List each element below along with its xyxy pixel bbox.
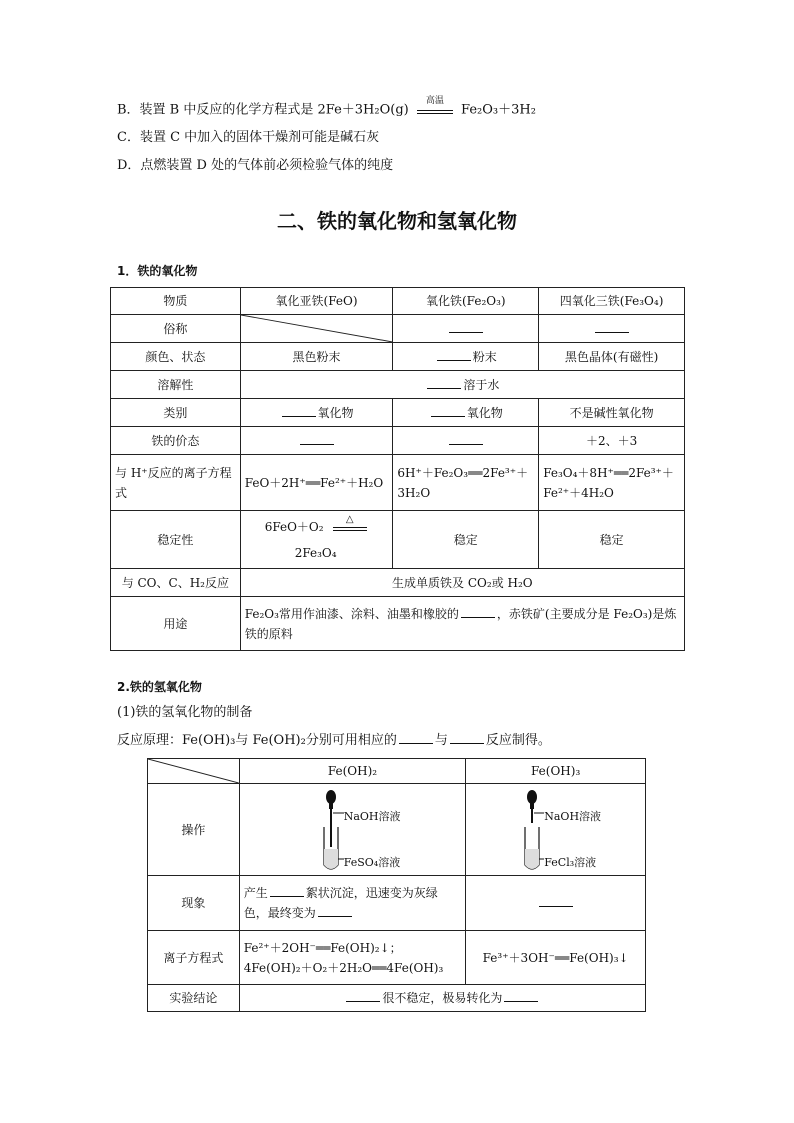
cell: FeO＋2H⁺══Fe²⁺＋H₂O <box>240 455 393 511</box>
header-cell: Fe(OH)₃ <box>466 759 646 784</box>
cell: ＋2、＋3 <box>539 427 685 455</box>
option-b <box>117 96 536 120</box>
section-title: 二、铁的氧化物和氢氧化物 <box>277 209 517 233</box>
cell: 稳定 <box>393 511 539 569</box>
fecl3-label: FeCl₃溶液 <box>544 855 597 869</box>
cell: 黑色粉末 <box>240 343 393 371</box>
answer-blank <box>595 320 629 333</box>
stab-reactants: 6FeO＋O₂ <box>264 519 324 534</box>
diagonal-cell <box>240 315 393 343</box>
blank-cell <box>393 315 539 343</box>
answer-blank <box>449 320 483 333</box>
cell <box>239 931 466 985</box>
principle-line <box>117 731 551 750</box>
cell: Fe₃O₄＋8H⁺══2Fe³⁺＋Fe²⁺＋4H₂O <box>539 455 685 511</box>
cell <box>240 399 393 427</box>
naoh-label: NaOH溶液 <box>544 809 602 823</box>
diagonal-cell <box>148 759 240 784</box>
header-row <box>111 288 685 315</box>
hydroxides-table <box>147 758 646 1012</box>
operation-row <box>148 784 646 876</box>
row-label: 俗称 <box>111 315 241 343</box>
equals-bars <box>333 527 367 531</box>
hydroxides-sub: (1)铁的氢氧化物的制备 <box>117 705 253 720</box>
row-label: 现象 <box>148 876 240 931</box>
answer-blank <box>270 884 304 897</box>
eq-line: 4Fe(OH)₂＋O₂＋2H₂O══4Fe(OH)₃ <box>243 960 444 975</box>
cell: 6H⁺＋Fe₂O₃══2Fe³⁺＋3H₂O <box>393 455 539 511</box>
answer-blank <box>431 404 465 417</box>
row-label: 铁的价态 <box>111 427 241 455</box>
solubility-row <box>111 371 685 399</box>
answer-blank <box>504 989 538 1002</box>
cell <box>393 399 539 427</box>
cell <box>240 511 393 569</box>
condition-text: 高温 <box>425 96 444 106</box>
cell <box>239 876 466 931</box>
option-b-suffix: Fe₂O₃＋3H₂ <box>461 102 536 118</box>
row-label: 离子方程式 <box>148 931 240 985</box>
answer-blank <box>427 376 461 389</box>
equals-bars <box>417 110 453 114</box>
cell-text: 粉末 <box>472 349 497 364</box>
heat-condition: △ <box>345 513 354 525</box>
cell: 生成单质铁及 CO₂或 H₂O <box>240 569 684 597</box>
row-label: 实验结论 <box>148 985 240 1012</box>
apparatus-cell <box>466 784 646 876</box>
phenomenon-row <box>148 876 646 931</box>
cell <box>393 343 539 371</box>
stab-product: 2Fe₃O₄ <box>294 545 337 560</box>
option-d: D．点燃装置 D 处的气体前必须检验气体的纯度 <box>117 158 394 173</box>
header-cell: 物质 <box>111 288 241 315</box>
cell: 不是碱性氧化物 <box>539 399 685 427</box>
feso4-label: FeSO₄溶液 <box>343 855 401 869</box>
cell-text: 溶于水 <box>463 377 500 392</box>
dropper-apparatus <box>470 787 641 873</box>
cell <box>240 371 684 399</box>
oxides-table <box>110 287 685 651</box>
option-b-prefix: B．装置 B 中反应的化学方程式是 2Fe＋3H₂O(g) <box>117 102 409 118</box>
blank-cell <box>466 876 646 931</box>
answer-blank <box>461 605 495 618</box>
ion-eq-row <box>148 931 646 985</box>
answer-blank <box>539 894 573 907</box>
answer-blank <box>449 432 483 445</box>
answer-blank <box>437 348 471 361</box>
header-cell: 氧化亚铁(FeO) <box>240 288 393 315</box>
stability-row <box>111 511 685 569</box>
row-label: 颜色、状态 <box>111 343 241 371</box>
header-cell: Fe(OH)₂ <box>239 759 466 784</box>
cell-text: ，赤铁矿(主要成分是 Fe₂O₃)是炼铁的原料 <box>244 606 677 641</box>
high-temp-condition <box>417 96 453 119</box>
row-label: 操作 <box>148 784 240 876</box>
row-label: 与 H⁺反应的离子方程式 <box>111 455 241 511</box>
principle-text: 反应原理：Fe(OH)₃与 Fe(OH)₂分别可用相应的 <box>117 733 397 748</box>
color-row <box>111 343 685 371</box>
cell <box>240 597 684 651</box>
alias-row <box>111 315 685 343</box>
cell: Fe³⁺＋3OH⁻══Fe(OH)₃↓ <box>466 931 646 985</box>
row-label: 与 CO、C、H₂反应 <box>111 569 241 597</box>
cell-text: 絮状沉淀，迅速变为灰绿色，最终变为 <box>243 886 438 920</box>
cell-text: Fe₂O₃常用作油漆、涂料、油墨和橡胶的 <box>244 606 459 621</box>
header-row <box>148 759 646 784</box>
answer-blank <box>318 904 352 917</box>
principle-text: 反应制得。 <box>485 733 551 748</box>
header-cell: 氧化铁(Fe₂O₃) <box>393 288 539 315</box>
oxides-heading: 1．铁的氧化物 <box>117 264 198 278</box>
category-row <box>111 399 685 427</box>
valence-row <box>111 427 685 455</box>
blank-cell <box>539 315 685 343</box>
cell-text: 很不稳定，极易转化为 <box>382 991 503 1005</box>
row-label: 稳定性 <box>111 511 241 569</box>
conclusion-row <box>148 985 646 1012</box>
blank-cell <box>240 427 393 455</box>
header-cell: 四氧化三铁(Fe₃O₄) <box>539 288 685 315</box>
answer-blank <box>300 432 334 445</box>
answer-blank <box>346 989 380 1002</box>
cell-text: 氧化物 <box>466 405 503 420</box>
row-label: 用途 <box>111 597 241 651</box>
cell: 黑色晶体(有磁性) <box>539 343 685 371</box>
reduce-row <box>111 569 685 597</box>
use-row <box>111 597 685 651</box>
answer-blank <box>282 404 316 417</box>
option-c: C．装置 C 中加入的固体干燥剂可能是碱石灰 <box>117 130 380 145</box>
ion-eq-row <box>111 455 685 511</box>
principle-text: 与 <box>434 733 448 748</box>
row-label: 溶解性 <box>111 371 241 399</box>
hydroxides-heading: 2.铁的氢氧化物 <box>117 680 202 694</box>
answer-blank <box>450 731 484 744</box>
naoh-label: NaOH溶液 <box>343 809 401 823</box>
cell-text: 产生 <box>243 886 268 900</box>
row-label: 类别 <box>111 399 241 427</box>
cell-text: 氧化物 <box>317 405 354 420</box>
apparatus-cell <box>239 784 466 876</box>
cell <box>239 985 645 1012</box>
cell: 稳定 <box>539 511 685 569</box>
dropper-apparatus <box>244 787 462 873</box>
answer-blank <box>399 731 433 744</box>
eq-line: Fe²⁺＋2OH⁻══Fe(OH)₂↓； <box>243 940 402 955</box>
blank-cell <box>393 427 539 455</box>
